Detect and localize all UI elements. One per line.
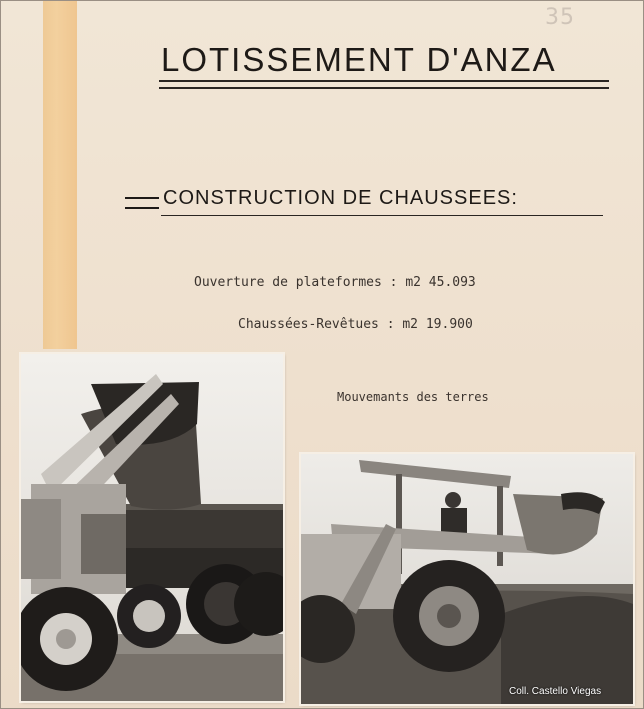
title-underline	[159, 80, 609, 82]
subtitle-dash	[125, 197, 159, 199]
loader-tractor-bucket-photo	[301, 454, 633, 704]
paved-roads-line: Chaussées-Revêtues : m2 19.900	[238, 317, 473, 332]
title-underline-double	[159, 87, 609, 89]
collection-credit: Coll. Castello Viegas	[509, 686, 602, 697]
section-subtitle: CONSTRUCTION DE CHAUSSEES:	[163, 187, 518, 209]
earthworks-caption: Mouvemants des terres	[337, 390, 489, 404]
page-title: LOTISSEMENT D'ANZA	[161, 41, 557, 78]
subtitle-dash	[125, 207, 159, 209]
loader-dumping-into-truck-photo	[21, 354, 283, 701]
subtitle-underline	[161, 215, 603, 216]
page-number: 35	[545, 5, 575, 30]
platform-opening-line: Ouverture de plateformes : m2 45.093	[194, 275, 476, 290]
adhesive-tape	[43, 1, 77, 349]
